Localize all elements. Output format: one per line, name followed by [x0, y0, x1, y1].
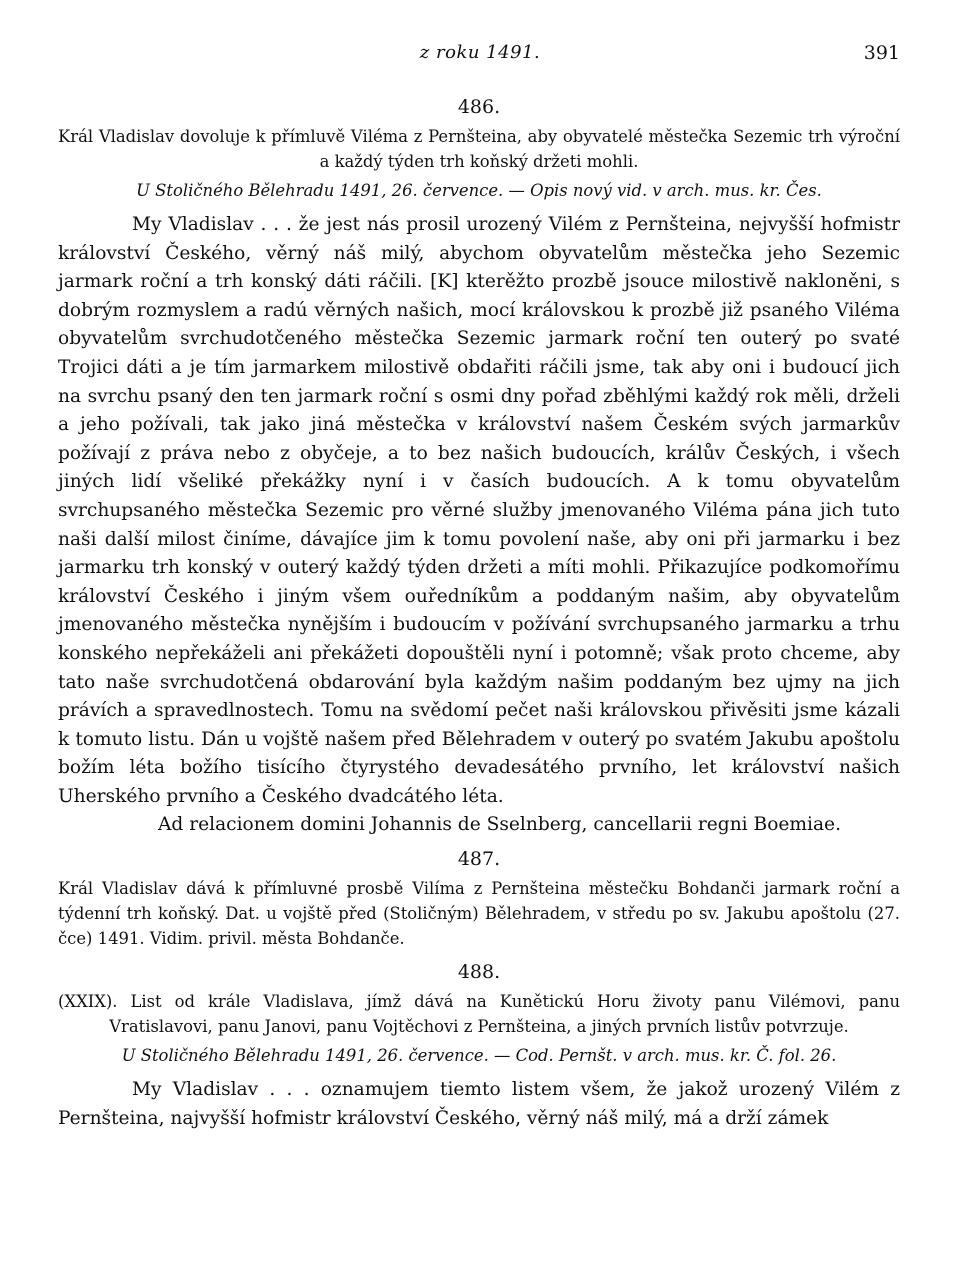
- entry-488: [58, 959, 900, 1133]
- entry-regest: Král Vladislav dovoluje k přímluvě Viléma z Pernšteina, aby obyvatelé městečka Sezemic trh výroční a každý týden trh koňský držeti mohli.: [58, 127, 900, 171]
- entry-source: U Stoličného Bělehradu 1491, 26. července. — Cod. Pernšt. v arch. mus. kr. Č. fol. 26.: [121, 1046, 837, 1066]
- entry-regest: Král Vladislav dává k přímluvné prosbě Vilíma z Pernšteina městečku Bohdanči jarmark roční a týdenní trh koňský. Dat. u vojště před (Stoličným) Bělehradem, v středu po sv. Jakubu apoštolu (27. čce) 1491. Vidim. privil. města Bohdanče.: [58, 879, 900, 949]
- running-title: z roku 1491.: [419, 42, 541, 63]
- entry-regest: (XXIX). List od krále Vladislava, jímž dává na Kunětickú Horu životy panu Vilémovi, panu Vratislavovi, panu Janovi, panu Vojtěchovi z Pernšteina, a jiných prvních listův potvrzuje.: [58, 992, 900, 1037]
- entry-487: [58, 846, 900, 951]
- entry-text: My Vladislav . . . že jest nás prosil urozený Vilém z Pernšteina, nejvyšší hofmistr království Českého, věrný náš milý, abychom obyvatelům městečka jeho Sezemic jarmark roční a trh konský dáti ráčili. [K] kterěžto prozbě jsouce milostivě nakloněni, s dobrým rozmyslem a radú věrných našich, mocí královskou k prozbě již psaného Viléma obyvatelům svrchudotčeného městečka Sezemic jarmark roční ten outerý po svaté Trojici dáti a je tím jarmarkem milostivě obdařiti ráčili jsme, tak aby oni i budoucí jich na svrchu psaný den ten jarmark roční s osmi dny pořad zběhlými každý rok měli, drželi a jeho požívali, tak jako jiná městečka v království našem Českém svých jarmarkův požívají z práva nebo z obyčeje, a to bez našich budoucích, králův Českých, i všech jiných lidí všeliké překážky nyní i v časích budoucích. A k tomu obyvatelům svrchupsaného městečka Sezemic pro věrné služby jmenovaného Viléma pána jich tuto naši další milost činíme, dávajíce jim k tomu povolení naše, aby oni při jarmarku i bez jarmarku trh konský v outerý každý týden držeti a míti mohli. Přikazujíce podkomořímu království Českého i jiným všem ouředníkům a poddaným našim, aby obyvatelům jmenovaného městečka nynějším i budoucím v požívání svrchupsaného jarmarku a trhu konského nepřekáželi ani překážeti dopouštěli nyní i potomně; však proto chceme, aby tato naše svrchudotčená obdarování byla každým našim poddaným bez ujmy na jich právích a spravedlnostech. Tomu na svědomí pečet naši královskou přivěsiti jsme kázali k tomuto listu. Dán u vojště našem před Bělehradem v outerý po svatém Jakubu apoštolu božím léta božího tisícího čtyrystého devadesátého prvního, let království našich Uherského prvního a Českého dvadcátého léta.: [58, 214, 900, 807]
- entry-closing: Ad relacionem domini Johannis de Sselnberg, cancellarii regni Boemiae.: [158, 814, 841, 836]
- entry-number: 488.: [457, 961, 501, 984]
- entry-number: 486.: [457, 96, 501, 118]
- running-header: [60, 42, 900, 72]
- entry-source: U Stoličného Bělehradu 1491, 26. července. — Opis nový vid. v arch. mus. kr. Čes.: [136, 181, 822, 200]
- entry-number: 487.: [457, 848, 501, 871]
- page-body: [58, 92, 900, 1133]
- entry-text: My Vladislav . . . oznamujem tiemto listem všem, že jakož urozený Vilém z Pernšteina, najvyšší hofmistr království Českého, věrný náš milý, má a drží zámek: [58, 1079, 900, 1129]
- page-number: 391: [863, 42, 900, 64]
- entry-486: [58, 94, 900, 840]
